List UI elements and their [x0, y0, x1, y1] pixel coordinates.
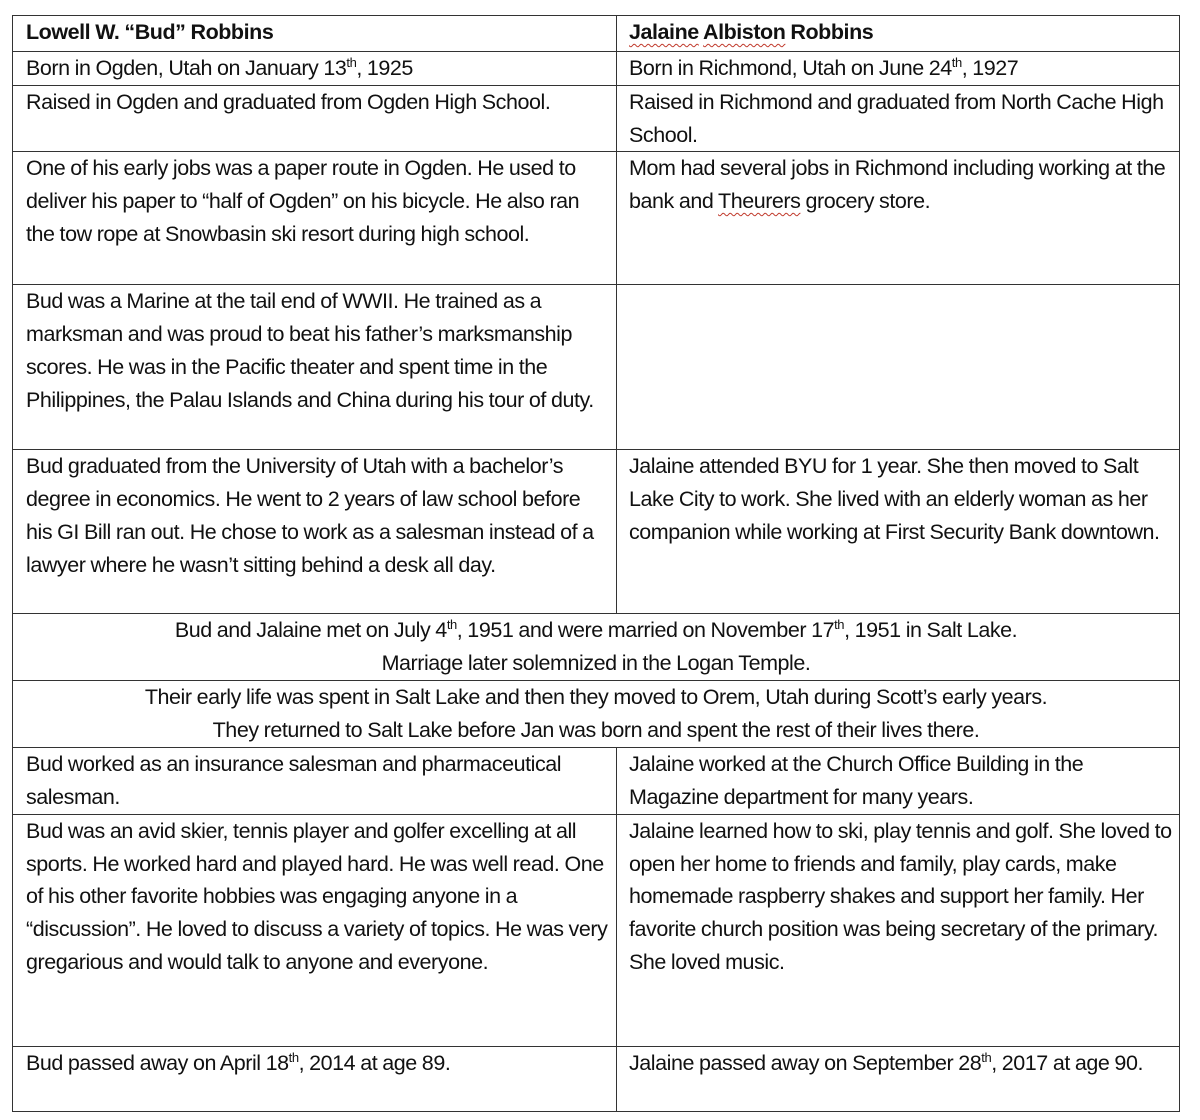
spellcheck-flagged-word: Jalaine	[629, 20, 699, 44]
header-row	[13, 16, 1180, 52]
marriage-info: Bud and Jalaine met on July 4th, 1951 and were married on November 17th, 1951 in Salt Lake. Marriage later solemnized in the Logan Temple.	[13, 614, 1180, 681]
bud-early-jobs: One of his early jobs was a paper route in Ogden. He used to deliver his paper to “half of Ogden” on his bicycle. He also ran the tow rope at Snowbasin ski resort during high school.	[13, 152, 617, 285]
row-passing	[13, 1046, 1180, 1111]
row-military	[13, 285, 1180, 450]
spellcheck-flagged-word: Theurers	[718, 189, 801, 214]
row-raised	[13, 86, 1180, 152]
jalaine-career: Jalaine worked at the Church Office Building in the Magazine department for many years.	[617, 747, 1180, 814]
row-early-jobs	[13, 152, 1180, 285]
jalaine-hobbies: Jalaine learned how to ski, play tennis and golf. She loved to open her home to friends and family, play cards, make homemade raspberry shakes and support her family. Her favorite church position was being secretary of the primary. She loved music.	[617, 814, 1180, 1046]
jalaine-raised: Raised in Richmond and graduated from North Cache High School.	[617, 86, 1180, 152]
bud-passing: Bud passed away on April 18th, 2014 at age 89.	[13, 1046, 617, 1111]
row-early-life	[13, 681, 1180, 747]
spellcheck-flagged-word: Albiston	[703, 20, 786, 44]
row-education	[13, 450, 1180, 614]
jalaine-early-jobs: Mom had several jobs in Richmond including working at the bank and Theurers grocery store.	[617, 152, 1180, 285]
bud-hobbies: Bud was an avid skier, tennis player and golfer excelling at all sports. He worked hard and played hard. He was well read. One of his other favorite hobbies was engaging anyone in a “discussion”. He loved to discuss a variety of topics. He was very gregarious and would talk to anyone and everyone.	[13, 814, 617, 1046]
header-bud: Lowell W. “Bud” Robbins	[13, 16, 617, 52]
biography-comparison-table	[12, 15, 1180, 1112]
row-hobbies	[13, 814, 1180, 1046]
row-marriage	[13, 614, 1180, 681]
jalaine-passing: Jalaine passed away on September 28th, 2017 at age 90.	[617, 1046, 1180, 1111]
jalaine-birth: Born in Richmond, Utah on June 24th, 1927	[617, 52, 1180, 86]
header-jalaine: Jalaine Albiston Robbins	[617, 16, 1180, 52]
bud-birth: Born in Ogden, Utah on January 13th, 1925	[13, 52, 617, 86]
row-birth	[13, 52, 1180, 86]
bud-career: Bud worked as an insurance salesman and pharmaceutical salesman.	[13, 747, 617, 814]
bud-raised: Raised in Ogden and graduated from Ogden High School.	[13, 86, 617, 152]
jalaine-education: Jalaine attended BYU for 1 year. She then moved to Salt Lake City to work. She lived with an elderly woman as her companion while working at First Security Bank downtown.	[617, 450, 1180, 614]
early-life-info: Their early life was spent in Salt Lake and then they moved to Orem, Utah during Scott’s early years. They returned to Salt Lake before Jan was born and spent the rest of their lives there.	[13, 681, 1180, 747]
bud-education: Bud graduated from the University of Utah with a bachelor’s degree in economics. He went to 2 years of law school before his GI Bill ran out. He chose to work as a salesman instead of a lawyer where he wasn’t sitting behind a desk all day.	[13, 450, 617, 614]
bud-military: Bud was a Marine at the tail end of WWII. He trained as a marksman and was proud to beat his father’s marksmanship scores. He was in the Pacific theater and spent time in the Philippines, the Palau Islands and China during his tour of duty.	[13, 285, 617, 450]
row-careers	[13, 747, 1180, 814]
jalaine-military-empty	[617, 285, 1180, 450]
